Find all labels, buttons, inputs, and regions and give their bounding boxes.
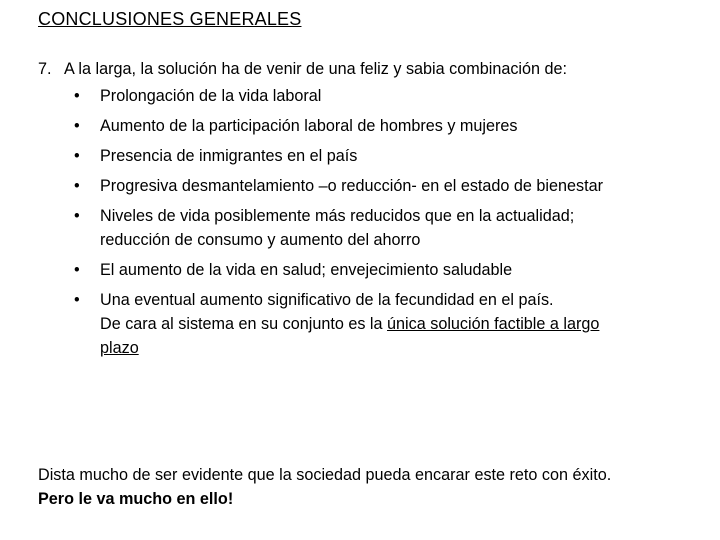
- point-text: A la larga, la solución ha de venir de una feliz y sabia combinación de:: [64, 60, 568, 78]
- list-item-text: Prolongación de la vida laboral: [100, 87, 322, 105]
- list-item-text: Niveles de vida posiblemente más reducidos que en la actualidad; reducción de consumo y aumento del ahorro: [100, 207, 575, 249]
- list-item-text-line2: [100, 312, 638, 360]
- list-item-text: Presencia de inmigrantes en el país: [100, 147, 358, 165]
- bullet-icon: •: [74, 261, 80, 279]
- bullet-icon: •: [74, 177, 80, 195]
- list-item-text: Aumento de la participación laboral de hombres y mujeres: [100, 117, 518, 135]
- bullet-list: [38, 84, 638, 360]
- bullet-icon: •: [74, 87, 80, 105]
- point-number: 7.: [38, 60, 52, 78]
- bullet-icon: •: [74, 147, 80, 165]
- point-header: [38, 57, 638, 81]
- closing-paragraph: [38, 463, 638, 511]
- list-item: [66, 204, 638, 252]
- slide-title: CONCLUSIONES GENERALES: [38, 9, 302, 29]
- list-item: [66, 174, 638, 198]
- list-item: [66, 84, 638, 108]
- list-item-text-line1: Una eventual aumento significativo de la fecundidad en el país.: [100, 291, 554, 309]
- list-item: [66, 114, 638, 138]
- bullet-icon: •: [74, 117, 80, 135]
- bullet-icon: •: [74, 207, 80, 225]
- list-item: [66, 144, 638, 168]
- list-item-text: Progresiva desmantelamiento –o reducción- en el estado de bienestar: [100, 177, 604, 195]
- list-item-text: [100, 288, 638, 360]
- bullet-icon: •: [74, 291, 80, 309]
- list-item: [66, 288, 638, 360]
- conclusion-point: [38, 57, 638, 366]
- closing-bold-text: Pero le va mucho en ello!: [38, 490, 234, 508]
- closing-text: Dista mucho de ser evidente que la sociedad pueda encarar este reto con éxito.: [38, 466, 612, 484]
- list-item: [66, 258, 638, 282]
- underlined-emphasis: única solución factible a largo plazo: [100, 315, 600, 357]
- list-item-text: El aumento de la vida en salud; envejecimiento saludable: [100, 261, 513, 279]
- list-item-text-plain: De cara al sistema en su conjunto es la: [100, 315, 388, 333]
